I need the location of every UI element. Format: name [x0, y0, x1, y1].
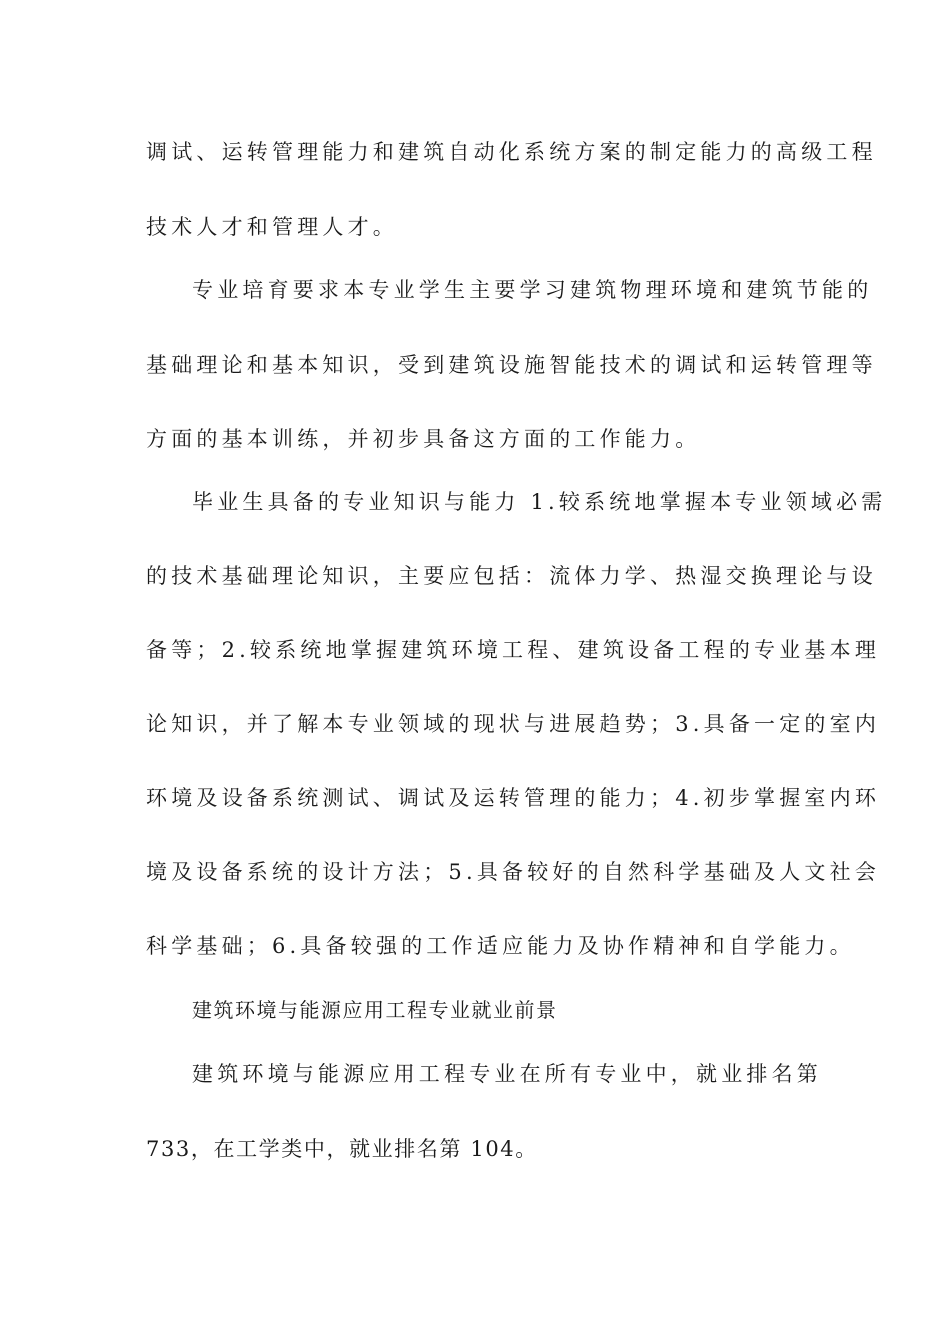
paragraph-line: 毕业生具备的专业知识与能力 1.较系统地掌握本专业领域必需	[192, 490, 887, 514]
paragraph-line: 建筑环境与能源应用工程专业在所有专业中，就业排名第	[192, 1062, 822, 1086]
paragraph-line: 环境及设备系统测试、调试及运转管理的能力；4.初步掌握室内环	[146, 786, 881, 810]
paragraph-line: 论知识，并了解本专业领域的现状与进展趋势；3.具备一定的室内	[146, 712, 881, 736]
paragraph-line: 方面的基本训练，并初步具备这方面的工作能力。	[146, 427, 701, 451]
paragraph-line: 技术人才和管理人才。	[146, 215, 398, 239]
section-heading: 建筑环境与能源应用工程专业就业前景	[192, 998, 558, 1022]
paragraph-line: 专业培育要求本专业学生主要学习建筑物理环境和建筑节能的	[192, 278, 873, 302]
paragraph-line: 科学基础；6.具备较强的工作适应能力及协作精神和自学能力。	[146, 934, 855, 958]
paragraph-line: 备等；2.较系统地掌握建筑环境工程、建筑设备工程的专业基本理	[146, 638, 881, 662]
paragraph-line: 境及设备系统的设计方法；5.具备较好的自然科学基础及人文社会	[146, 860, 881, 884]
paragraph-line: 基础理论和基本知识，受到建筑设施智能技术的调试和运转管理等	[146, 353, 877, 377]
paragraph-line: 调试、运转管理能力和建筑自动化系统方案的制定能力的高级工程	[146, 140, 877, 164]
paragraph-line: 733，在工学类中，就业排名第 104。	[146, 1137, 538, 1161]
paragraph-line: 的技术基础理论知识，主要应包括：流体力学、热湿交换理论与设	[146, 564, 877, 588]
